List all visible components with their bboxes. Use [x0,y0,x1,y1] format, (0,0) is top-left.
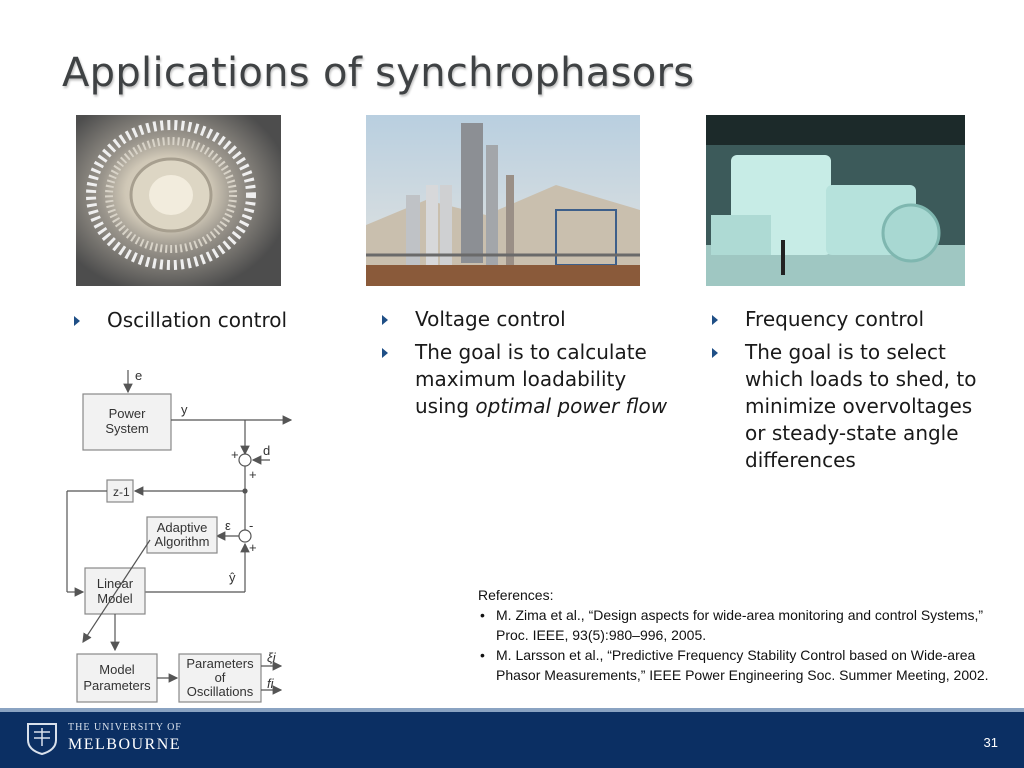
bullet-arrow-icon [380,339,392,366]
bullet-voltage-goal: The goal is to calculate maximum loadability using optimal power flow [380,339,670,420]
osc-params-line3: Oscillations [186,684,254,699]
bullet-arrow-icon [72,307,84,334]
opf-emphasis: optimal power flow [475,394,668,418]
linear-model-line1: Linear [96,576,134,591]
signal-e: e [135,368,143,383]
references [478,585,1008,685]
industrial-plant-photo [366,115,640,286]
reference-item: • M. Larsson et al., “Predictive Frequency Stability Control based on Wide-area Phasor Measurements,” IEEE Power Engineering Soc. Summer Meeting, 2002. [480,647,989,683]
signal-xi: ξi [267,650,276,665]
sum2-minus: - [249,518,254,533]
column2-bullets [380,306,670,426]
sum1-plus-bottom: + [249,467,257,482]
signal-d: d [263,443,271,458]
reference-item: • M. Zima et al., “Design aspects for wide-area monitoring and control Systems,” Proc. IEEE, 93(5):980–996, 2005. [480,607,984,643]
oscillation-control-diagram [55,360,315,710]
university-name-line2: MELBOURNE [68,736,182,753]
university-name-line1: THE UNIVERSITY OF [68,722,182,733]
column1-bullets [72,307,342,340]
bullet-arrow-icon [380,306,392,333]
signal-f: fi [267,676,274,691]
delay-block: z-1 [113,485,130,499]
bullet-voltage-control: Voltage control [380,306,670,333]
linear-model-line2: Model [97,591,133,606]
page-number: 31 [983,735,998,750]
generator-stator-photo [76,115,281,286]
column3-bullets [710,306,990,480]
bullet-dot-icon: • [480,607,485,623]
sum2-plus: + [249,540,257,555]
bullet-oscillation-control: Oscillation control [72,307,342,334]
model-params-line1: Model [99,662,135,677]
slide-title: Applications of synchrophasors [62,50,695,96]
sum1-plus-top: + [231,447,239,462]
turbine-hall-photo [706,115,965,286]
signal-y: y [181,402,188,417]
model-params-line2: Parameters [83,678,151,693]
bullet-arrow-icon [710,339,722,366]
power-system-line1: Power [108,406,146,421]
osc-params-line1: Parameters [186,656,254,671]
osc-params-line2: of [214,670,226,685]
power-system-line2: System [105,421,149,436]
adaptive-line1: Adaptive [156,520,208,535]
bullet-arrow-icon [710,306,722,333]
bullet-frequency-control: Frequency control [710,306,990,333]
bullet-dot-icon: • [480,647,485,663]
signal-yhat: ŷ [229,570,236,585]
references-heading: References: [478,587,554,603]
bullet-frequency-goal: The goal is to select which loads to shed, to minimize overvoltages or steady-state angle differences [710,339,990,474]
university-crest-icon [22,720,62,756]
adaptive-line2: Algorithm [154,534,210,549]
signal-eps: ε [225,518,231,533]
